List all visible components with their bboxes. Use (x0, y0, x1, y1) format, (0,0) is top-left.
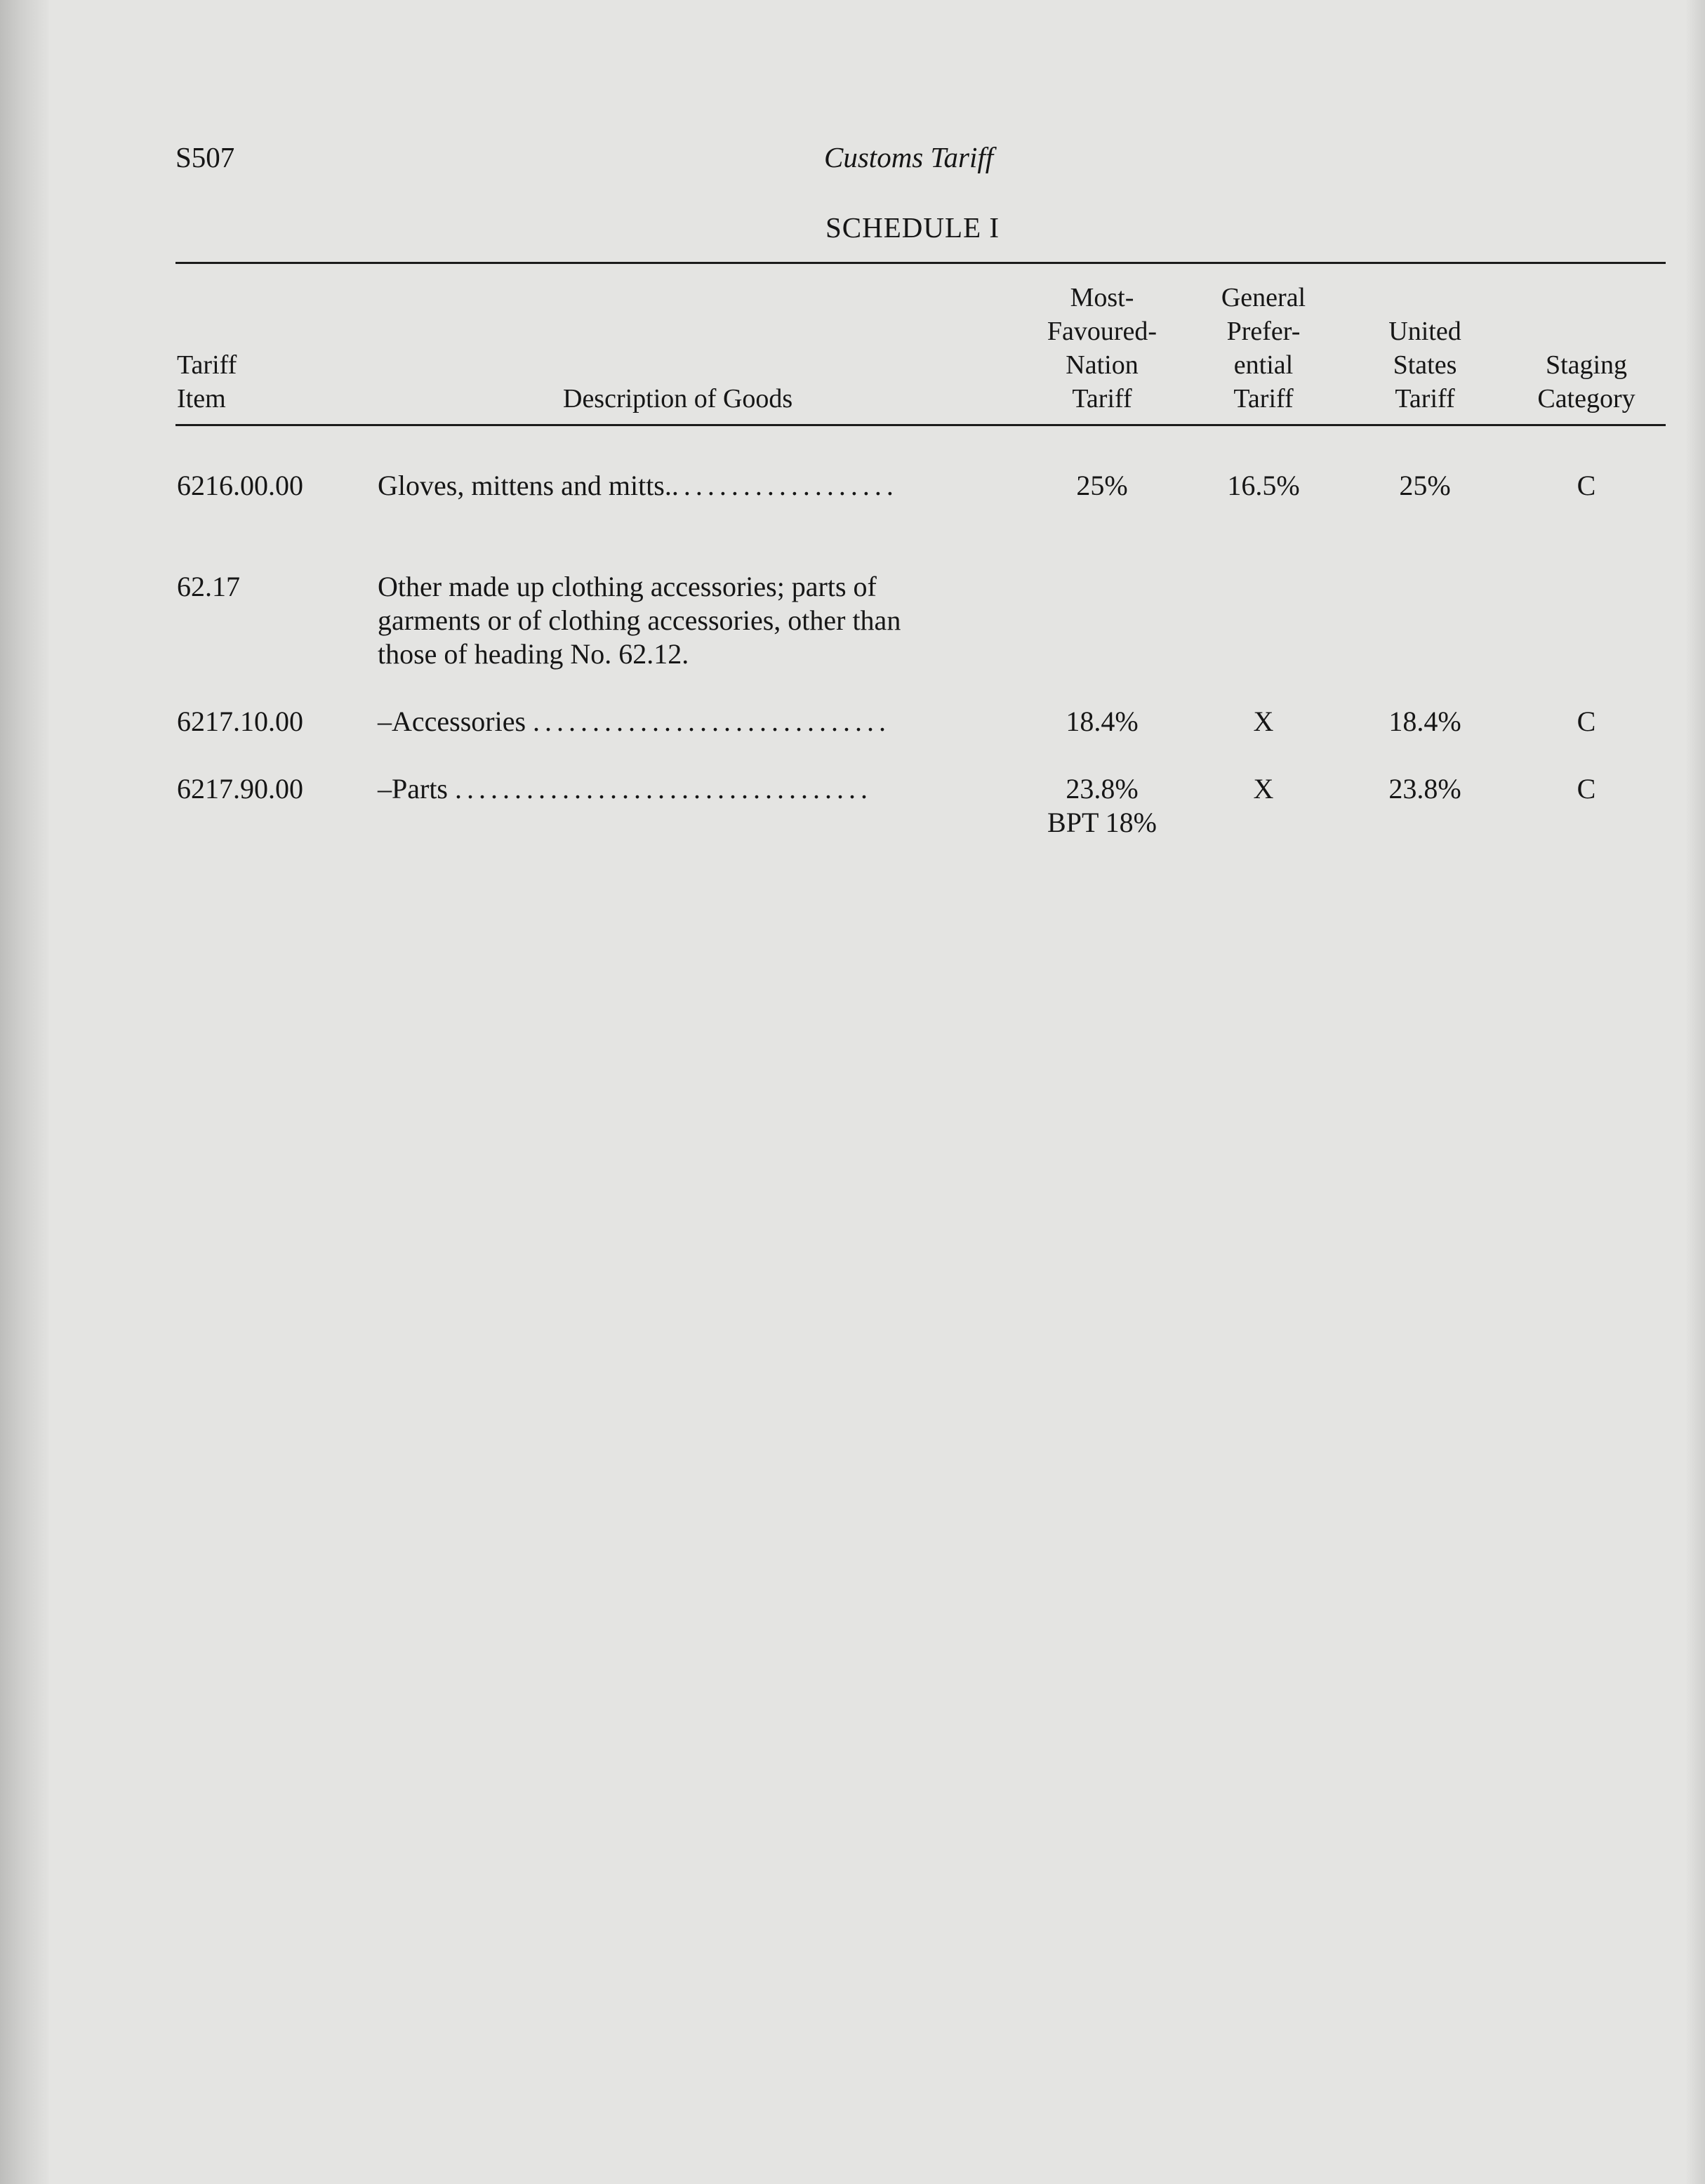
header-line: Nation (1066, 350, 1139, 380)
us-tariff: 25% (1399, 470, 1451, 501)
tariff-item-code: 6217.10.00 (177, 706, 303, 737)
description-line: Other made up clothing accessories; parts of (378, 571, 877, 602)
goods-description (378, 570, 1009, 671)
description-line: –Parts (378, 773, 448, 805)
mfn-tariff (1011, 469, 1193, 503)
description-line: those of heading No. 62.12. (378, 638, 689, 670)
bpt-rate: BPT 18% (1047, 807, 1157, 838)
goods-description (378, 705, 1009, 739)
us-tariff: 18.4% (1388, 706, 1461, 737)
header-line: General (1221, 283, 1306, 312)
mfn-tariff (1011, 705, 1193, 739)
header-line: Tariff (177, 350, 237, 380)
mfn-rate: 23.8% (1066, 773, 1139, 805)
gpt-tariff: 16.5% (1227, 470, 1300, 501)
header-line: Favoured- (1047, 317, 1157, 346)
goods-description (378, 772, 1009, 806)
header-line: ential (1233, 350, 1294, 380)
header-line: States (1393, 350, 1457, 380)
header-line: Staging (1545, 350, 1628, 380)
header-line: Prefer- (1226, 317, 1301, 346)
col-header-description: Description of Goods (563, 384, 793, 413)
col-header-gpt (1186, 281, 1341, 416)
mfn-tariff (1011, 772, 1193, 840)
col-header-staging (1516, 348, 1657, 416)
description-line: Gloves, mittens and mitts. (378, 470, 672, 501)
header-line: Tariff (1395, 384, 1455, 413)
schedule-title: SCHEDULE I (825, 211, 1000, 244)
header-line: Tariff (1072, 384, 1132, 413)
us-tariff: 23.8% (1388, 773, 1461, 805)
dot-leader: .............................. (533, 706, 891, 737)
gpt-tariff: X (1253, 773, 1274, 805)
goods-description (378, 469, 1009, 503)
staging-category: C (1577, 773, 1596, 805)
col-header-tariff-item (177, 348, 237, 416)
staging-category: C (1577, 706, 1596, 737)
page-number: S507 (175, 141, 235, 173)
header-line: Most- (1070, 283, 1134, 312)
dot-leader: ................................... (455, 773, 873, 805)
running-title: Customs Tariff (824, 141, 994, 173)
mfn-rate: 18.4% (1066, 706, 1139, 737)
header-line: Item (177, 384, 226, 413)
col-header-us (1355, 315, 1495, 416)
col-header-mfn (1011, 281, 1193, 416)
description-line: garments or of clothing accessories, other than (378, 604, 901, 636)
page-binding-shadow (0, 0, 49, 2184)
tariff-item-code: 6216.00.00 (177, 470, 303, 501)
gpt-tariff: X (1253, 706, 1274, 737)
header-line: Tariff (1233, 384, 1294, 413)
table-top-rule (175, 262, 1666, 264)
header-line: United (1388, 317, 1461, 346)
mfn-rate: 25% (1076, 470, 1128, 501)
tariff-item-code: 6217.90.00 (177, 773, 303, 805)
header-line: Category (1537, 384, 1636, 413)
tariff-heading-code: 62.17 (177, 571, 240, 602)
description-line: –Accessories (378, 706, 526, 737)
page-right-edge (1685, 0, 1705, 2184)
table-header-rule (175, 424, 1666, 426)
dot-leader: ................... (671, 470, 898, 501)
staging-category: C (1577, 470, 1596, 501)
